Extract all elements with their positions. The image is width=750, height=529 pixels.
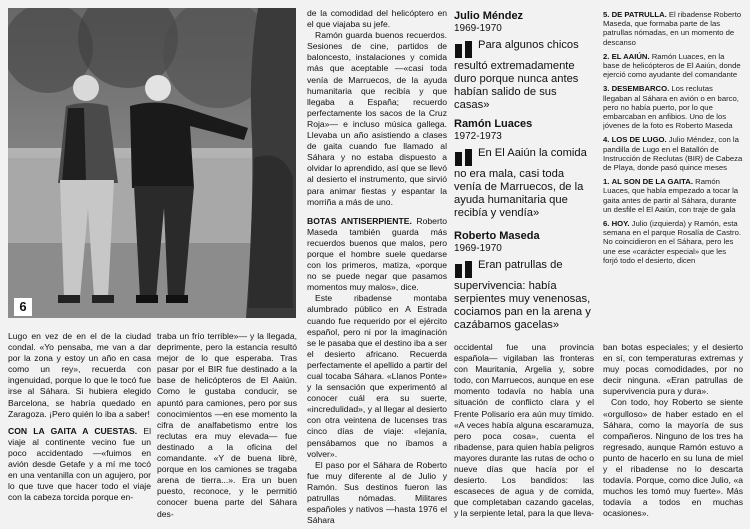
quote-text: En El Aaiún la comida no era mala, casi toda venía de Marruecos, de la ayuda humanitaria que recibía y vendía» xyxy=(454,147,587,219)
paragraph: Este ribadense montaba alumbrado público en A Estrada cuando fue requerido por el ejército español, pero ni por la imaginación se le pasaba que el destino iba a ser el desierto africano. Recuerda perfectamente el apellido a partir del cual tocaba Sáhara. «Llanos Ponte» y la sensación que experimentó al conocer cuál era su suerte, «incredulidad», y al llegar al desierto con otra veintena de lucenses tras cinco días de viaje: «Iejanía, pensábamos que no íbamos a volver». xyxy=(307,293,447,459)
quote-text: Para algunos chicos resultó extremadamente duro porque nunca antes habían salido de sus casas» xyxy=(454,39,579,111)
paragraph: Lugo en vez de en el de la ciudad condal. «Yo pensaba, me van a dar por la zona y estoy un año en casa como un rey», recuerda con ingenuidad, porque lo que le tocó fue irse al Sáhara. Si hubiera elegido Barcelona, se habría quedado en Zaragoza. ¡Pero quién lo iba a saber! xyxy=(8,331,151,419)
quote-name: Roberto Maseda xyxy=(454,230,540,242)
article-column-1 xyxy=(8,331,151,525)
paragraph: occidental fue una provincia española— vigilaban las fronteras con Mauritania, Argelia y, sobre todo, con Marruecos, aunque en ese momento todavía no había una situación de conflicto clara y el Frente Polisario era aún muy tímido. «A veces había alguna escaramuza, pero poca cosa», cuenta el ribadense, para quien había peligros mayores durante las rutas de ocho o nueve días que hacía por el desierto. Los bandidos: las escaseces de agua y de comida, que completaban cazando gacelas, y la serpiente letal, para la que lleva- xyxy=(454,342,594,519)
quote-years: 1969-1970 xyxy=(454,243,502,254)
subhead: CON LA GAITA A CUESTAS. xyxy=(8,425,138,436)
article-photo xyxy=(8,8,296,318)
quote-years: 1969-1970 xyxy=(454,23,502,34)
quote-name: Ramón Luaces xyxy=(454,118,533,130)
quote-block xyxy=(454,118,594,230)
paragraph-with-subhead xyxy=(307,216,447,294)
article-column-3 xyxy=(307,8,447,525)
caption-item: 2. EL AAIÚN. Ramón Luaces, en la base de helicópteros de El Aaiún, donde ejerció como ayudante del comandante xyxy=(603,51,741,80)
caption-item: 1. AL SON DE LA GAITA. Ramón Luaces, que había empezado a tocar la gaita antes de partir al Sáhara, durante un desfile el El Aaiún, con traje de gala xyxy=(603,177,739,214)
quote-name: Julio Méndez xyxy=(454,10,524,22)
caption-item: 6. HOY. Julio (izquierda) y Ramón, esta semana en el parque Rosalía de Castro. No coincidieron en el Sáhara, pero les une ese «carácter especial» que les forjó todo el desierto, dicen xyxy=(603,219,742,265)
quote-text-wrap xyxy=(454,259,594,332)
quote-mark-icon xyxy=(454,148,474,168)
subhead-body: El viaje al continente vecino fue un poco accidentado —«fuimos en avión desde Getafe y a mí me tocó en una ventanilla con un agujero, por lo que tuve que hacer todo el viaje con la cabeza torcida porque en- xyxy=(8,425,151,503)
quote-block xyxy=(454,10,594,118)
paragraph: traba un frío terrible»— y la llegada, deprimente, pero la estancia resultó mejor de lo que esperaba. Tras pasar por el BIR fue destinado a la base de helicópteros de El Aaiún. Como le gustaba conducir, se apuntó para camiones, pero por sus conocimientos —en ese momento la cifra de analfabetismo entre los reclutas era muy elevada— fue destinado a la oficina del comandante. «Y de buena librè, porque en los camiones se tragaba arena de tierra...». Era un buen puesto, reconoce, y le permitió conocer buena parte del Sáhara des- xyxy=(157,331,297,519)
paragraph: El paso por el Sáhara de Roberto fue muy diferente al de Julio y Ramón. Sus destinos fueron las patrullas nómadas. Militares españoles y nativos —hasta 1976 el Sáhara xyxy=(307,459,447,525)
subhead: BOTAS ANTISERPIENTE. xyxy=(307,215,412,226)
quotes-column xyxy=(454,10,594,332)
paragraph: ban botas especiales; y el desierto en sí, con temperaturas extremas y muy pocas comodidades, por no decir ninguna. «Eran patrullas de supervivencia pura y dura». xyxy=(603,342,743,397)
caption-item: 3. DESEMBARCO. Los reclutas llegaban al Sáhara en avión o en barco, pero no había puerto, por lo que embarcaban en anfibios. Uno de los jóvenes de la foto es Roberto Maseda xyxy=(603,84,739,131)
paragraph: Ramón guarda buenos recuerdos. Sesiones de cine, partidos de baloncesto, instalaciones y comida más que aceptable —«casi toda venía de Marruecos, de la ayuda humanitaria que recibía y que llegaba a España; recuerdo perfectamente los sacos de la Cruz Roja»— e incluso música gallega. Llevaba un año asistiendo a clases de gaita cuando fue llamado al Sáhara y no estaba dispuesto a olvidar lo aprendido, así que se llevó al desierto el instrumento, que sirvió para animar fiestas y espantar la morriña a más de uno. xyxy=(307,30,447,207)
photo-number-badge: 6 xyxy=(14,298,32,316)
quote-block xyxy=(454,230,594,332)
paragraph-with-subhead xyxy=(8,426,151,504)
subhead-body: Roberto Maseda también guarda más recuerdos buenos que malos, pero porque el hombre suele quedarse con los primeros, matiza, «porque no se puede negar que pasamos momentos muy malos», dice. xyxy=(307,215,447,293)
quote-years: 1972-1973 xyxy=(454,131,502,142)
photo-illustration xyxy=(8,8,296,318)
article-column-2 xyxy=(157,331,297,525)
caption-item: 5. DE PATRULLA. El ribadense Roberto Maseda, que formaba parte de las patrullas nómadas, en un momento de descanso xyxy=(603,10,742,47)
article-column-5 xyxy=(603,342,743,525)
paragraph: de la comodidad del helicóptero en el que viajaba su jefe. xyxy=(307,8,447,30)
quote-text-wrap xyxy=(454,147,594,220)
article-column-4 xyxy=(454,342,594,525)
quote-mark-icon xyxy=(454,40,474,60)
quote-text: Eran patrullas de supervivencia: había serpientes muy venenosas, cociamos pan en la arena y cazábamos gacelas» xyxy=(454,259,591,331)
quote-text-wrap xyxy=(454,39,594,112)
photo-captions-list xyxy=(603,10,743,332)
paragraph: Con todo, hoy Roberto se siente «orgulloso» de haber estado en el Sáhara, como la mayoría de sus compañeros. Ninguno de los tres ha regresado, aunque Ramón estuvo a punto de hacerlo en su luna de miel y el ribadense no lo descarta todavía. Porque, como dice Julio, «a muchos les tomó muy fuerte». Más todavía a todos en muchas ocasiones». xyxy=(603,397,743,519)
quote-mark-icon xyxy=(454,260,474,280)
caption-item: 4. LOS DE LUGO. Julio Méndez, con la pandilla de Lugo en el Batallón de Instrucción de Reclutas (BIR) de Cabeza de Playa, donde pasó quince meses xyxy=(603,135,743,173)
